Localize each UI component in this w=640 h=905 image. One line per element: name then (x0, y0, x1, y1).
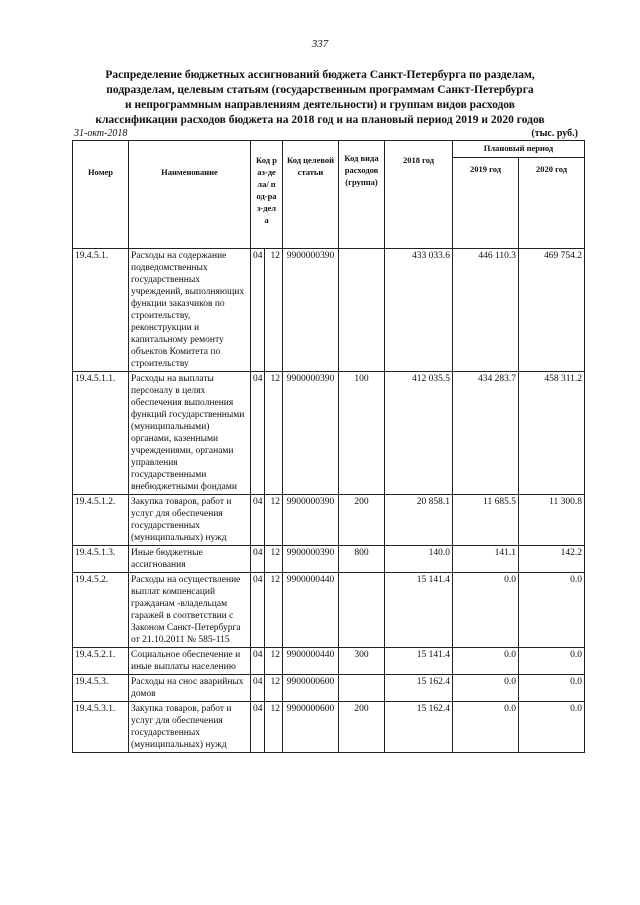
row-section: 04 (251, 702, 265, 753)
row-section: 04 (251, 372, 265, 495)
row-amount-2019: 434 283.7 (453, 372, 519, 495)
row-amount-2019: 0.0 (453, 648, 519, 675)
row-name: Расходы на снос аварийных домов (129, 675, 251, 702)
row-name: Социальное обеспечение и иные выплаты населению (129, 648, 251, 675)
title-line: и непрограммным направлениям деятельности) и группам видов расходов (125, 99, 515, 111)
row-subsection: 12 (265, 702, 283, 753)
row-target-code: 9900000600 (283, 675, 339, 702)
table-row (73, 495, 585, 546)
document-date: 31-окт-2018 (74, 128, 128, 139)
row-expense-type (339, 573, 385, 648)
row-section: 04 (251, 249, 265, 372)
row-amount-2020: 0.0 (519, 702, 585, 753)
row-name: Расходы на содержание подведомственных государственных учреждений, выполняющих функции заказчиков по строительству, реконструкции и капитальному ремонту объектов Комитета по строительству (129, 249, 251, 372)
row-name: Закупка товаров, работ и услуг для обеспечения государственных (муниципальных) нужд (129, 495, 251, 546)
row-amount-2020: 142.2 (519, 546, 585, 573)
row-number: 19.4.5.1.1. (73, 372, 129, 495)
row-target-code: 9900000390 (283, 495, 339, 546)
page-number: 337 (311, 38, 329, 50)
header-2019: 2019 год (453, 158, 519, 249)
row-amount-2019: 11 685.5 (453, 495, 519, 546)
row-amount-2018: 20 858.1 (385, 495, 453, 546)
row-name: Расходы на выплаты персоналу в целях обеспечения выполнения функций государственными (муниципальными) органами, казенными учреждениями, органами управления государственными внебюджетными фондами (129, 372, 251, 495)
row-subsection: 12 (265, 249, 283, 372)
row-number: 19.4.5.1.3. (73, 546, 129, 573)
header-number: Номер (73, 141, 129, 249)
row-amount-2019: 141.1 (453, 546, 519, 573)
row-subsection: 12 (265, 372, 283, 495)
row-amount-2018: 15 162.4 (385, 702, 453, 753)
row-section: 04 (251, 573, 265, 648)
row-expense-type: 200 (339, 495, 385, 546)
budget-table (72, 140, 585, 753)
row-expense-type: 300 (339, 648, 385, 675)
row-target-code: 9900000440 (283, 648, 339, 675)
row-expense-type (339, 249, 385, 372)
table-row (73, 675, 585, 702)
row-amount-2018: 433 033.6 (385, 249, 453, 372)
row-expense-type (339, 675, 385, 702)
row-amount-2018: 15 141.4 (385, 648, 453, 675)
title-line: подразделам, целевым статьям (государственным программам Санкт-Петербурга (106, 84, 534, 96)
header-section-code: Код раз-дела/ под-раз-дела (251, 141, 283, 249)
row-expense-type: 800 (339, 546, 385, 573)
row-subsection: 12 (265, 546, 283, 573)
row-amount-2018: 140.0 (385, 546, 453, 573)
row-amount-2018: 15 162.4 (385, 675, 453, 702)
row-amount-2020: 458 311.2 (519, 372, 585, 495)
units-label: (тыс. руб.) (531, 128, 578, 139)
table-row (73, 648, 585, 675)
title-line: классификации расходов бюджета на 2018 год и на плановый период 2019 и 2020 годов (95, 114, 545, 126)
document-title (60, 68, 580, 128)
row-amount-2018: 15 141.4 (385, 573, 453, 648)
table-row (73, 546, 585, 573)
header-expense-type-code: Код вида расходов (группа) (339, 141, 385, 249)
header-planning-period: Плановый период (453, 141, 585, 158)
row-amount-2019: 446 110.3 (453, 249, 519, 372)
row-number: 19.4.5.1.2. (73, 495, 129, 546)
row-amount-2020: 0.0 (519, 648, 585, 675)
row-subsection: 12 (265, 573, 283, 648)
row-number: 19.4.5.1. (73, 249, 129, 372)
row-name: Расходы на осуществление выплат компенсаций гражданам -владельцам гаражей в соответствии с Законом Санкт-Петербурга от 21.10.2011 № 585-115 (129, 573, 251, 648)
table-row (73, 573, 585, 648)
row-number: 19.4.5.3.1. (73, 702, 129, 753)
table-header (73, 141, 585, 249)
header-2020: 2020 год (519, 158, 585, 249)
row-target-code: 9900000390 (283, 249, 339, 372)
row-section: 04 (251, 495, 265, 546)
row-subsection: 12 (265, 648, 283, 675)
row-target-code: 9900000390 (283, 546, 339, 573)
row-amount-2020: 469 754.2 (519, 249, 585, 372)
row-name: Иные бюджетные ассигнования (129, 546, 251, 573)
row-amount-2020: 0.0 (519, 675, 585, 702)
row-subsection: 12 (265, 495, 283, 546)
table-row (73, 249, 585, 372)
header-2018: 2018 год (385, 141, 453, 249)
table-row (73, 372, 585, 495)
row-target-code: 9900000600 (283, 702, 339, 753)
row-expense-type: 100 (339, 372, 385, 495)
row-amount-2019: 0.0 (453, 675, 519, 702)
row-section: 04 (251, 546, 265, 573)
row-target-code: 9900000440 (283, 573, 339, 648)
row-amount-2019: 0.0 (453, 702, 519, 753)
row-amount-2019: 0.0 (453, 573, 519, 648)
row-target-code: 9900000390 (283, 372, 339, 495)
row-amount-2020: 0.0 (519, 573, 585, 648)
table-body (73, 249, 585, 753)
row-name: Закупка товаров, работ и услуг для обеспечения государственных (муниципальных) нужд (129, 702, 251, 753)
row-subsection: 12 (265, 675, 283, 702)
title-line: Распределение бюджетных ассигнований бюджета Санкт-Петербурга по разделам, (105, 69, 535, 81)
header-target-code: Код целевой статьи (283, 141, 339, 249)
row-number: 19.4.5.2.1. (73, 648, 129, 675)
row-amount-2020: 11 300.8 (519, 495, 585, 546)
header-name: Наименование (129, 141, 251, 249)
table-row (73, 702, 585, 753)
row-number: 19.4.5.3. (73, 675, 129, 702)
row-section: 04 (251, 675, 265, 702)
row-section: 04 (251, 648, 265, 675)
row-amount-2018: 412 035.5 (385, 372, 453, 495)
row-number: 19.4.5.2. (73, 573, 129, 648)
row-expense-type: 200 (339, 702, 385, 753)
